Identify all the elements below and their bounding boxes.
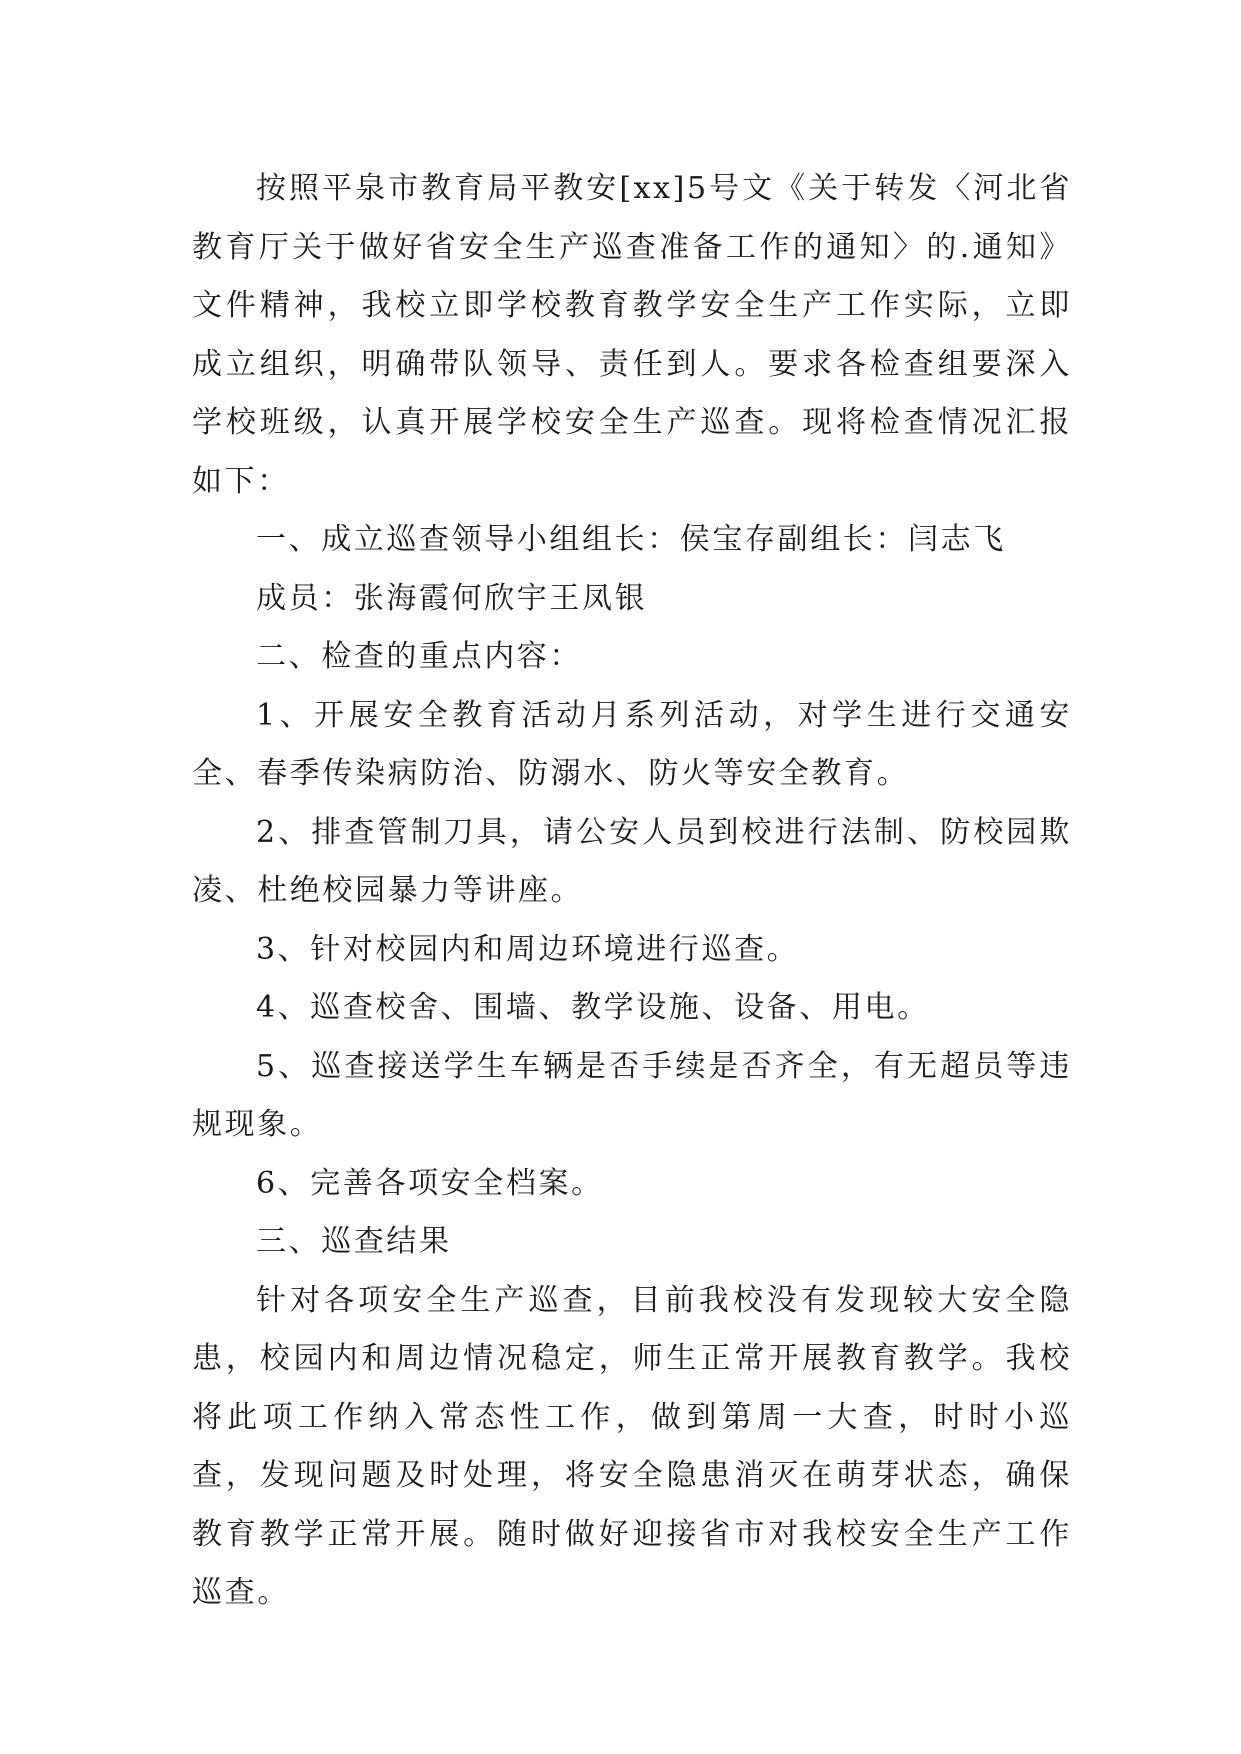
section-one-heading: 一、成立巡查领导小组组长：侯宝存副组长：闫志飞 [256,522,1006,557]
item-6: 6、完善各项安全档案。 [256,1165,604,1201]
intro-paragraph: 按照平泉市教育局平教安[xx]5号文《关于转发〈河北省教育厅关于做好省安全生产巡查准备工作的通知〉的.通知》文件精神，我校立即学校教育教学安全生产工作实际，立即成立组织，明确带队领导、责任到人。要求各检查组要深入学校班级，认真开展学校安全生产巡查。现将检查情况汇报如下： [192,171,1072,499]
document-body [192,160,1072,1623]
section-two-heading: 二、检查的重点内容： [256,639,582,674]
section-three-heading: 三、巡查结果 [256,1224,452,1259]
members-line: 成员：张海霞何欣宇王凤银 [256,580,648,616]
item-3: 3、针对校园内和周边环境进行巡查。 [256,931,800,967]
item-1: 1、开展安全教育活动月系列活动，对学生进行交通安全、春季传染病防治、防溺水、防火等安全教育。 [192,697,1072,791]
conclusion-paragraph: 针对各项安全生产巡查，目前我校没有发现较大安全隐患，校园内和周边情况稳定，师生正常开展教育教学。我校将此项工作纳入常态性工作，做到第周一大查，时时小巡查，发现问题及时处理，将安全隐患消灭在萌芽状态，确保教育教学正常开展。随时做好迎接省市对我校安全生产工作巡查。 [192,1282,1072,1610]
item-5: 5、巡查接送学生车辆是否手续是否齐全，有无超员等违规现象。 [192,1048,1072,1142]
item-4: 4、巡查校舍、围墙、教学设施、设备、用电。 [256,990,930,1025]
item-2: 2、排查管制刀具，请公安人员到校进行法制、防校园欺凌、杜绝校园暴力等讲座。 [192,814,1072,908]
